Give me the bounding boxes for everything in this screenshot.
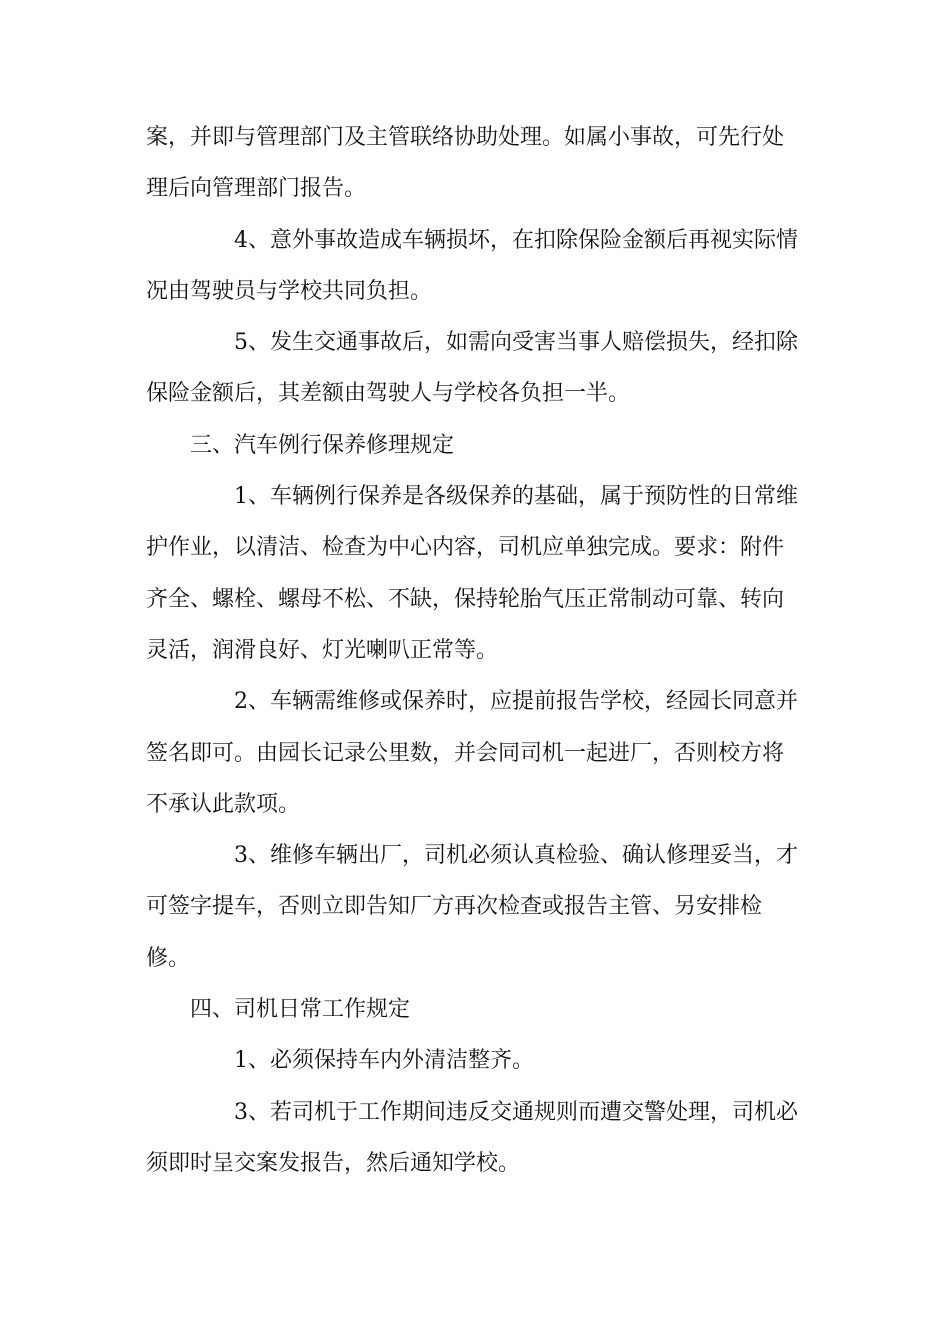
text-line: 可签字提车，否则立即告知厂方再次检查或报告主管、另安排检 xyxy=(146,894,763,920)
text-line: 理后向管理部门报告。 xyxy=(146,176,367,202)
text-line: 修。 xyxy=(146,945,191,971)
section-heading-3: 三、汽车例行保养修理规定 xyxy=(190,432,455,458)
paragraph-item-1-line: 1、车辆例行保养是各级保养的基础，属于预防性的日常维 xyxy=(234,484,798,510)
text-line: 须即时呈交案发报告，然后通知学校。 xyxy=(146,1150,521,1176)
document-body xyxy=(146,112,810,1189)
text-line: 灵活，润滑良好、灯光喇叭正常等。 xyxy=(146,637,499,663)
text-line: 护作业，以清洁、检查为中心内容，司机应单独完成。要求：附件 xyxy=(146,535,785,561)
paragraph-item-5-line: 5、发生交通事故后，如需向受害当事人赔偿损失，经扣除 xyxy=(234,330,798,356)
paragraph-item-2-line: 2、车辆需维修或保养时，应提前报告学校，经园长同意并 xyxy=(234,689,798,715)
section-heading-4: 四、司机日常工作规定 xyxy=(190,997,411,1023)
text-line: 案，并即与管理部门及主管联络协助处理。如属小事故，可先行处 xyxy=(146,125,785,150)
paragraph-item-3-line: 3、若司机于工作期间违反交通规则而遭交警处理，司机必 xyxy=(234,1099,798,1125)
text-line: 不承认此款项。 xyxy=(146,791,301,817)
text-line: 齐全、螺栓、螺母不松、不缺，保持轮胎气压正常制动可靠、转向 xyxy=(146,586,785,612)
paragraph-item-3-line: 3、维修车辆出厂，司机必须认真检验、确认修理妥当，才 xyxy=(234,843,798,869)
paragraph-item-4-line: 4、意外事故造成车辆损坏，在扣除保险金额后再视实际情 xyxy=(234,227,798,253)
text-line: 签名即可。由园长记录公里数，并会同司机一起进厂，否则校方将 xyxy=(146,740,785,766)
text-line: 况由驾驶员与学校共同负担。 xyxy=(146,278,433,304)
text-line: 保险金额后，其差额由驾驶人与学校各负担一半。 xyxy=(146,381,631,407)
paragraph-item-1-line: 1、必须保持车内外清洁整齐。 xyxy=(234,1048,534,1074)
